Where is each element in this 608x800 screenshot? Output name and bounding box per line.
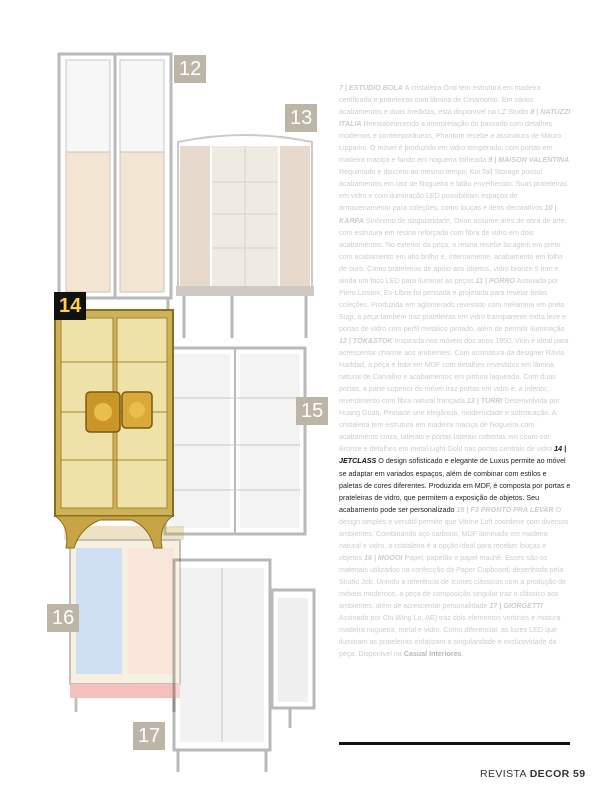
text-f3: O design simples e versátil permite que Vitrine Loft coordene com diversos ambientes. Combinando aço carbono, MDF laminado em madeira natural e vidro, a cristaleira é a opção ideal para receber louças e objetos (339, 505, 569, 562)
text-tokstok: Inspirada nos móveis dos anos 1950, Vinn é ideal para acrescentar charme aos ambientes. Com assinatura da designer Rávia Haddad, a peça é feita em MDF com detalhes revestidos em lâmina natural de Carvalho e acabamentos em pintura laqueada. Com duas portas, a parte superior do móvel traz portas em vidro e, a inferior, revestimento com fibra natural trançada (339, 336, 569, 406)
brand-f3: 15 | F3 PRONTO PRA LEVAR (456, 505, 554, 514)
brand-giorgetti: 17 | GIORGETTI (489, 602, 543, 611)
text-end: . (461, 650, 464, 659)
cabinet-15-image (165, 348, 305, 534)
brand-tokstok: 12 | TOK&STOK (339, 336, 393, 345)
footer-publication: REVISTA (480, 768, 527, 780)
article-body (339, 82, 571, 660)
cabinet-13-image (176, 135, 314, 338)
brand-karpa: 10 | KARPA (339, 204, 557, 225)
brand-jetclass: 14 | JETCLASS (339, 445, 567, 466)
text-maison-valentina: Requintado e discreto ao mesmo tempo, Koi Tall Storage possui acabamentos em raiz de Nogueira e latão envelhecido. Suas prateleiras em vidro e com iluminação LED possibilitam espaços de armazenamento para coleções, como louças e itens decorativos (339, 168, 568, 213)
number-tag-12: 12 (174, 55, 206, 83)
footer-magazine: DECOR (529, 768, 570, 780)
store-link[interactable]: Casual Interiores (403, 650, 462, 659)
text-turri: Desenvolvida por Huang Guan, Pinnacle une elegância, modernidade e sofisticação. A cristaleira tem estrutura em madeira maciça de Nogueira com acabamento cinza, laterais e portas laterais cobertas em couro cor Bronze e detalhes em metal Light Gold nas portas centrais de vidro (339, 397, 560, 454)
article-end-rule (339, 742, 570, 745)
text-jetclass: O design sofisticado e elegante de Luxus permite ao móvel se adaptar em variados espaços, além de combinar com estilos e paletas de cores diferentes. Produzida em MDF, é composta por portas e prateleiras de vidro, que permitem a exposição de objetos. Seu acabamento pode ser personalizado (339, 457, 571, 514)
brand-estudio-bola: 7 | ESTUDIO BOLA (339, 84, 403, 92)
number-tag-15: 15 (296, 397, 328, 425)
page-footer (480, 768, 585, 780)
text-natuzzi: Reestabelecendo a interpretação do passado com detalhes modernos e contemporâneos, Phantom recebe a assinatura de Mauro Lipparini. O móvel é produzido em vidro temperado, com portas em madeira maciça e fundo em nogueira folheada (339, 120, 562, 165)
cabinet-12-image (59, 54, 171, 318)
brand-moooi: 16 | MOOOI (364, 553, 403, 562)
text-giorgetti: Assinada por Chi Wing Lo, AE) traz dois elementos verticais e mistura madeira nogueira, metal e vidro. Como diferencial, as luzes LED que iluminam as prateleiras enfatizam a singularidade e exclusividade da peça. Disponível na (339, 614, 561, 659)
cabinet-14-image (55, 310, 173, 548)
number-tag-16: 16 (47, 604, 79, 632)
footer-page-number: 59 (572, 768, 586, 780)
number-tag-17: 17 (133, 722, 165, 750)
brand-maison-valentina: 9 | MAISON VALENTINA (488, 156, 570, 165)
text-porro: Assinada por Piero Lissoni, Ex-Libris foi pensada e projetada para revelar belas coleções. Produzida em aglomerado revestido com melamina em preto Sugi, a peça também traz prateleiras em vidro transparente extra leve e portas de vidro com perfil metálico pintado, além de permitir iluminação (339, 276, 567, 333)
brand-porro: 11 | PORRO (475, 276, 516, 285)
cabinet-16-image (64, 526, 184, 712)
highlighted-entry (339, 445, 570, 513)
number-tag-13: 13 (285, 104, 317, 132)
text-karpa: Sinônimo de singularidade, Orion assume ares de obra de arte, com estrutura em resina reforçada com fibra de vidro em dois acabamentos. No exterior da peça, a resina recebe lacagem em preto com acabamento em alto brilho e, internamente, acabamento em folha de ouro. Como prateleiras de apoio aos objetos, vidro bronze 5 mm e ainda um foco LED para iluminar as peças (339, 216, 567, 285)
text-estudio-bola: A cristaleira Grid tem estrutura em madeira certificada e prateleiras com lâmina de Cinamomo. Em vários acabamentos e duas medidas, está disponível na LZ Studio (339, 84, 541, 117)
brand-turri: 13 | TURRI (466, 397, 503, 406)
brand-natuzzi: 8 | NATUZZI ITALIA (339, 108, 571, 129)
number-tag-14: 14 (54, 292, 86, 320)
cabinet-17-image (174, 560, 314, 772)
text-moooi: Papel, papelão e papel machê. Esses são os materiais utilizados na confecção da Paper Cupboard, desenhada pela Studio Job. Unindo a referência de ícones clássicos com a produção de móveis modernos, a peça de composição singular traz o clássico aos ambientes, além de acrescentar personalidade (339, 553, 567, 611)
